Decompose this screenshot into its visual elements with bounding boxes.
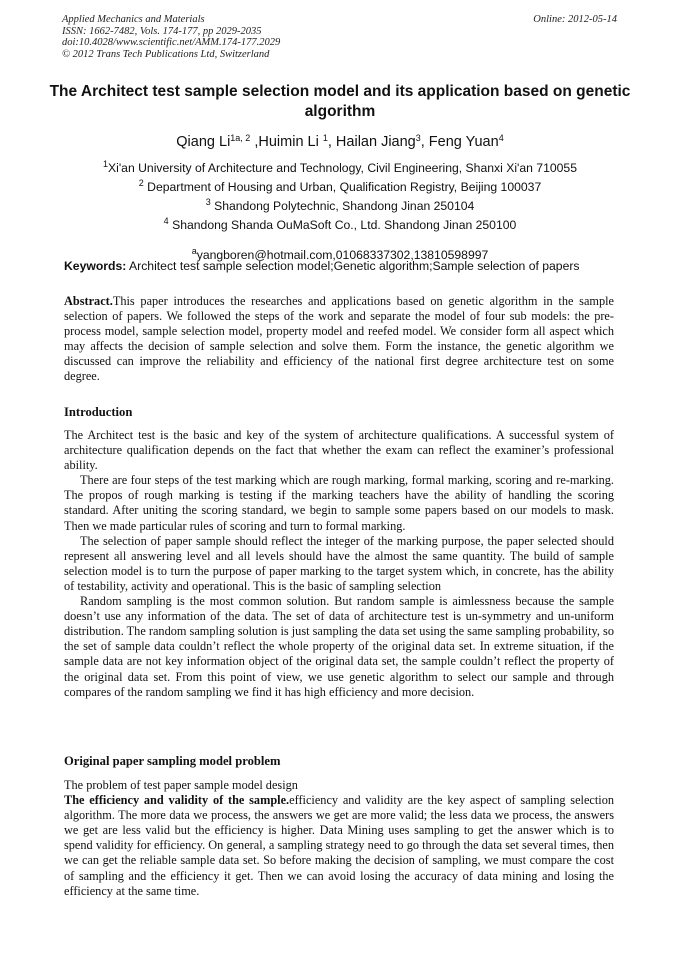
keywords-text: Architect test sample selection model;Genetic algorithm;Sample selection of papers bbox=[126, 259, 580, 273]
intro-paragraph: There are four steps of the test marking which are rough marking, formal marking, scoring and re-marking. The propos of rough marking is testing if the marking teachers have the ability of handling the scoring standard. After uniting the scoring standard, we begin to sample some papers based on our models to mask. Then we made particular rules of scoring and turn to formal marking. bbox=[64, 473, 614, 533]
journal-name: Applied Mechanics and Materials bbox=[62, 14, 205, 25]
section2-paragraph bbox=[64, 793, 614, 899]
author-4: , Feng Yuan bbox=[420, 134, 499, 150]
intro-paragraph: The Architect test is the basic and key of the system of architecture qualifications. A successful system of architecture qualification depends on the fact that whether the exam can reflect the examiner’s professional ability. bbox=[64, 428, 614, 473]
author-2: ,Huimin Li bbox=[250, 134, 323, 150]
introduction-heading: Introduction bbox=[64, 405, 133, 419]
intro-paragraph: Random sampling is the most common solution. But random sample is aimlessness because the sample doesn’t use any information of the data. The set of data of architecture test is un-symmetry and un-uniform distribution. The random sampling solution is just sampling the data set using the same sampling probability, so the set of sample data couldn’t reflect the whole property of the original data set. In extreme situation, if the sample data are not key information object of the original data set, the sample couldn’t reflect the property of the original data set. From this point of view, we use genetic algorithm to select our sample and through compares of the random sampling we find it has high efficiency and more decision. bbox=[64, 594, 614, 699]
section2-lead: The efficiency and validity of the sample. bbox=[64, 793, 290, 808]
copyright-line: © 2012 Trans Tech Publications Ltd, Switzerland bbox=[62, 48, 270, 60]
author-1-affil: 1a, 2 bbox=[230, 133, 251, 143]
author-list bbox=[40, 129, 640, 151]
issn-line: ISSN: 1662-7482, Vols. 174-177, pp 2029-2035 bbox=[62, 25, 262, 37]
keywords bbox=[64, 259, 624, 274]
journal-header bbox=[62, 14, 617, 60]
affiliation-2: $^2$ Department of Housing and Urban, Qualification Registry, Beijing 100037 bbox=[138, 178, 542, 194]
section-heading-sampling-problem: Original paper sampling model problem bbox=[64, 754, 281, 768]
author-2-affil: 1 bbox=[322, 133, 328, 143]
affiliations bbox=[40, 157, 640, 263]
author-1: Qiang Li bbox=[176, 134, 231, 150]
abstract-text: This paper introduces the researches and applications based on genetic algorithm in the sample selection of papers. We followed the steps of the work and separate the model of four sub models: the pre-process model, sample selection model, property model and reefed model. We consider form all aspect which may affects the decision of sample selection and solve them. Form the instance, the genetic algorithm we discussed can improve the reliability and efficiency of the national first degree architecture test on some degree. bbox=[64, 294, 614, 384]
subheading-problem: The problem of test paper sample model design bbox=[64, 778, 298, 792]
intro-paragraph: The selection of paper sample should reflect the integer of the marking purpose, the paper selected should represent all answering level and all levels should have the almost the same quantity. The build of sample selection model is to turn the purpose of paper marking to the target system which, in concrete, has the ability of testability, activity and operational. This is the basic of sampling selection bbox=[64, 533, 614, 593]
abstract bbox=[64, 294, 614, 385]
keywords-label: Keywords: bbox=[64, 259, 127, 273]
contact-email: $^a$yangboren@hotmail.com,01068337302,13810598997 bbox=[191, 246, 489, 262]
author-4-affil: 4 bbox=[498, 133, 504, 143]
affiliation-3: $^3$ Shandong Polytechnic, Shandong Jinan 250104 bbox=[205, 197, 475, 213]
section2-text: efficiency and validity are the key aspect of sampling selection algorithm. The more data we process, the answers we get are more valid; the less data we process, the answers we get are less valid but the efficiency is higher. Data Mining uses sampling to get the answer which is to spend validity for efficiency. On general, a sampling strategy need to go through the data set several times, then we can get the reliable sample data set. So before making the decision of sampling, we must compare the cost of sampling and the efficiency it get. Then we can avoid losing the accuracy of data mining and losing the efficiency at the same time. bbox=[64, 793, 614, 898]
introduction-body bbox=[64, 428, 614, 700]
author-3: , Hailan Jiang bbox=[327, 134, 416, 150]
section2-body bbox=[64, 778, 614, 899]
online-date: Online: 2012-05-14 bbox=[533, 14, 617, 25]
abstract-label: Abstract. bbox=[64, 294, 113, 308]
author-3-affil: 3 bbox=[415, 133, 421, 143]
affiliation-4: $^4$ Shandong Shanda OuMaSoft Co., Ltd. Shandong Jinan 250100 bbox=[163, 216, 517, 232]
paper-title: The Architect test sample selection model and its application based on genetic algorithm bbox=[49, 83, 631, 120]
affiliation-1: $^1$Xi'an University of Architecture and Technology, Civil Engineering, Shanxi Xi'an 710055 bbox=[103, 159, 577, 175]
doi-line: doi:10.4028/www.scientific.net/AMM.174-177.2029 bbox=[62, 37, 281, 49]
